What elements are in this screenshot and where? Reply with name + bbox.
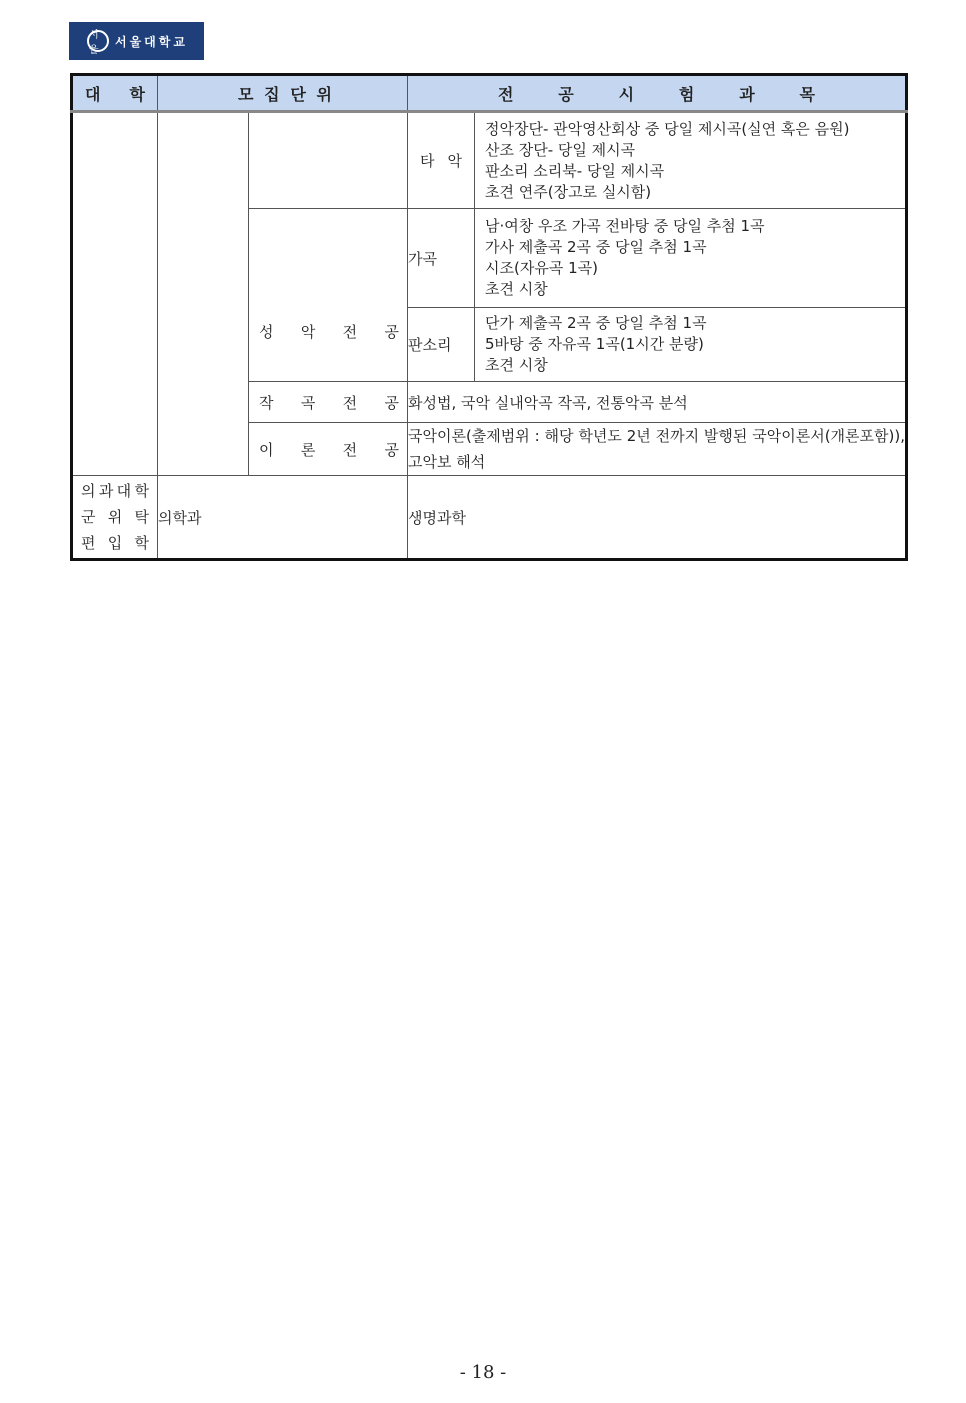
sub-taak: 타 악 xyxy=(408,112,475,209)
college-cell-empty xyxy=(72,112,158,476)
subject-theory: 국악이론(출제범위 : 해당 학년도 2년 전까지 발행된 국악이론서(개론포함)), 고악보 해석 xyxy=(408,423,907,476)
major-composition: 작 곡 전 공 xyxy=(249,382,408,423)
subject-pansori: 단가 제출곡 2곡 중 당일 추첨 1곡 5바탕 중 자유곡 1곡(1시간 분량) 초견 시창 xyxy=(475,308,907,382)
table-row xyxy=(72,112,907,209)
major-theory: 이 론 전 공 xyxy=(249,423,408,476)
subject-gagok: 남·여창 우조 가곡 전바탕 중 당일 추첨 1곡 가사 제출곡 2곡 중 당일 추첨 1곡 시조(자유곡 1곡) 초견 시창 xyxy=(475,209,907,308)
university-emblem-icon: 서울 xyxy=(87,30,109,52)
major-cell-empty xyxy=(249,112,408,209)
college-medical: 의 과 대 학 군 위 탁 편 입 학 xyxy=(72,476,158,560)
subject-composition: 화성법, 국악 실내악곡 작곡, 전통악곡 분석 xyxy=(408,382,907,423)
header-college: 대 학 xyxy=(72,75,158,112)
unit-cell-empty xyxy=(158,112,249,476)
header-subject: 전 공 시 험 과 목 xyxy=(408,75,907,112)
table-row xyxy=(72,476,907,560)
sub-pansori: 판소리 xyxy=(408,308,475,382)
subject-medical: 생명과학 xyxy=(408,476,907,560)
unit-medical: 의학과 xyxy=(158,476,408,560)
header-unit: 모 집 단 위 xyxy=(158,75,408,112)
sub-gagok: 가곡 xyxy=(408,209,475,308)
university-logo xyxy=(69,22,204,60)
major-vocal: 성 악 전 공 xyxy=(249,209,408,382)
university-name: 서울대학교 xyxy=(115,34,188,49)
subject-taak: 정악장단- 관악영산회상 중 당일 제시곡(실연 혹은 음원) 산조 장단- 당일 제시곡 판소리 소리북- 당일 제시곡 초견 연주(장고로 실시함) xyxy=(475,112,907,209)
exam-subject-table xyxy=(70,73,908,561)
page-number: - 18 - xyxy=(459,1362,507,1383)
